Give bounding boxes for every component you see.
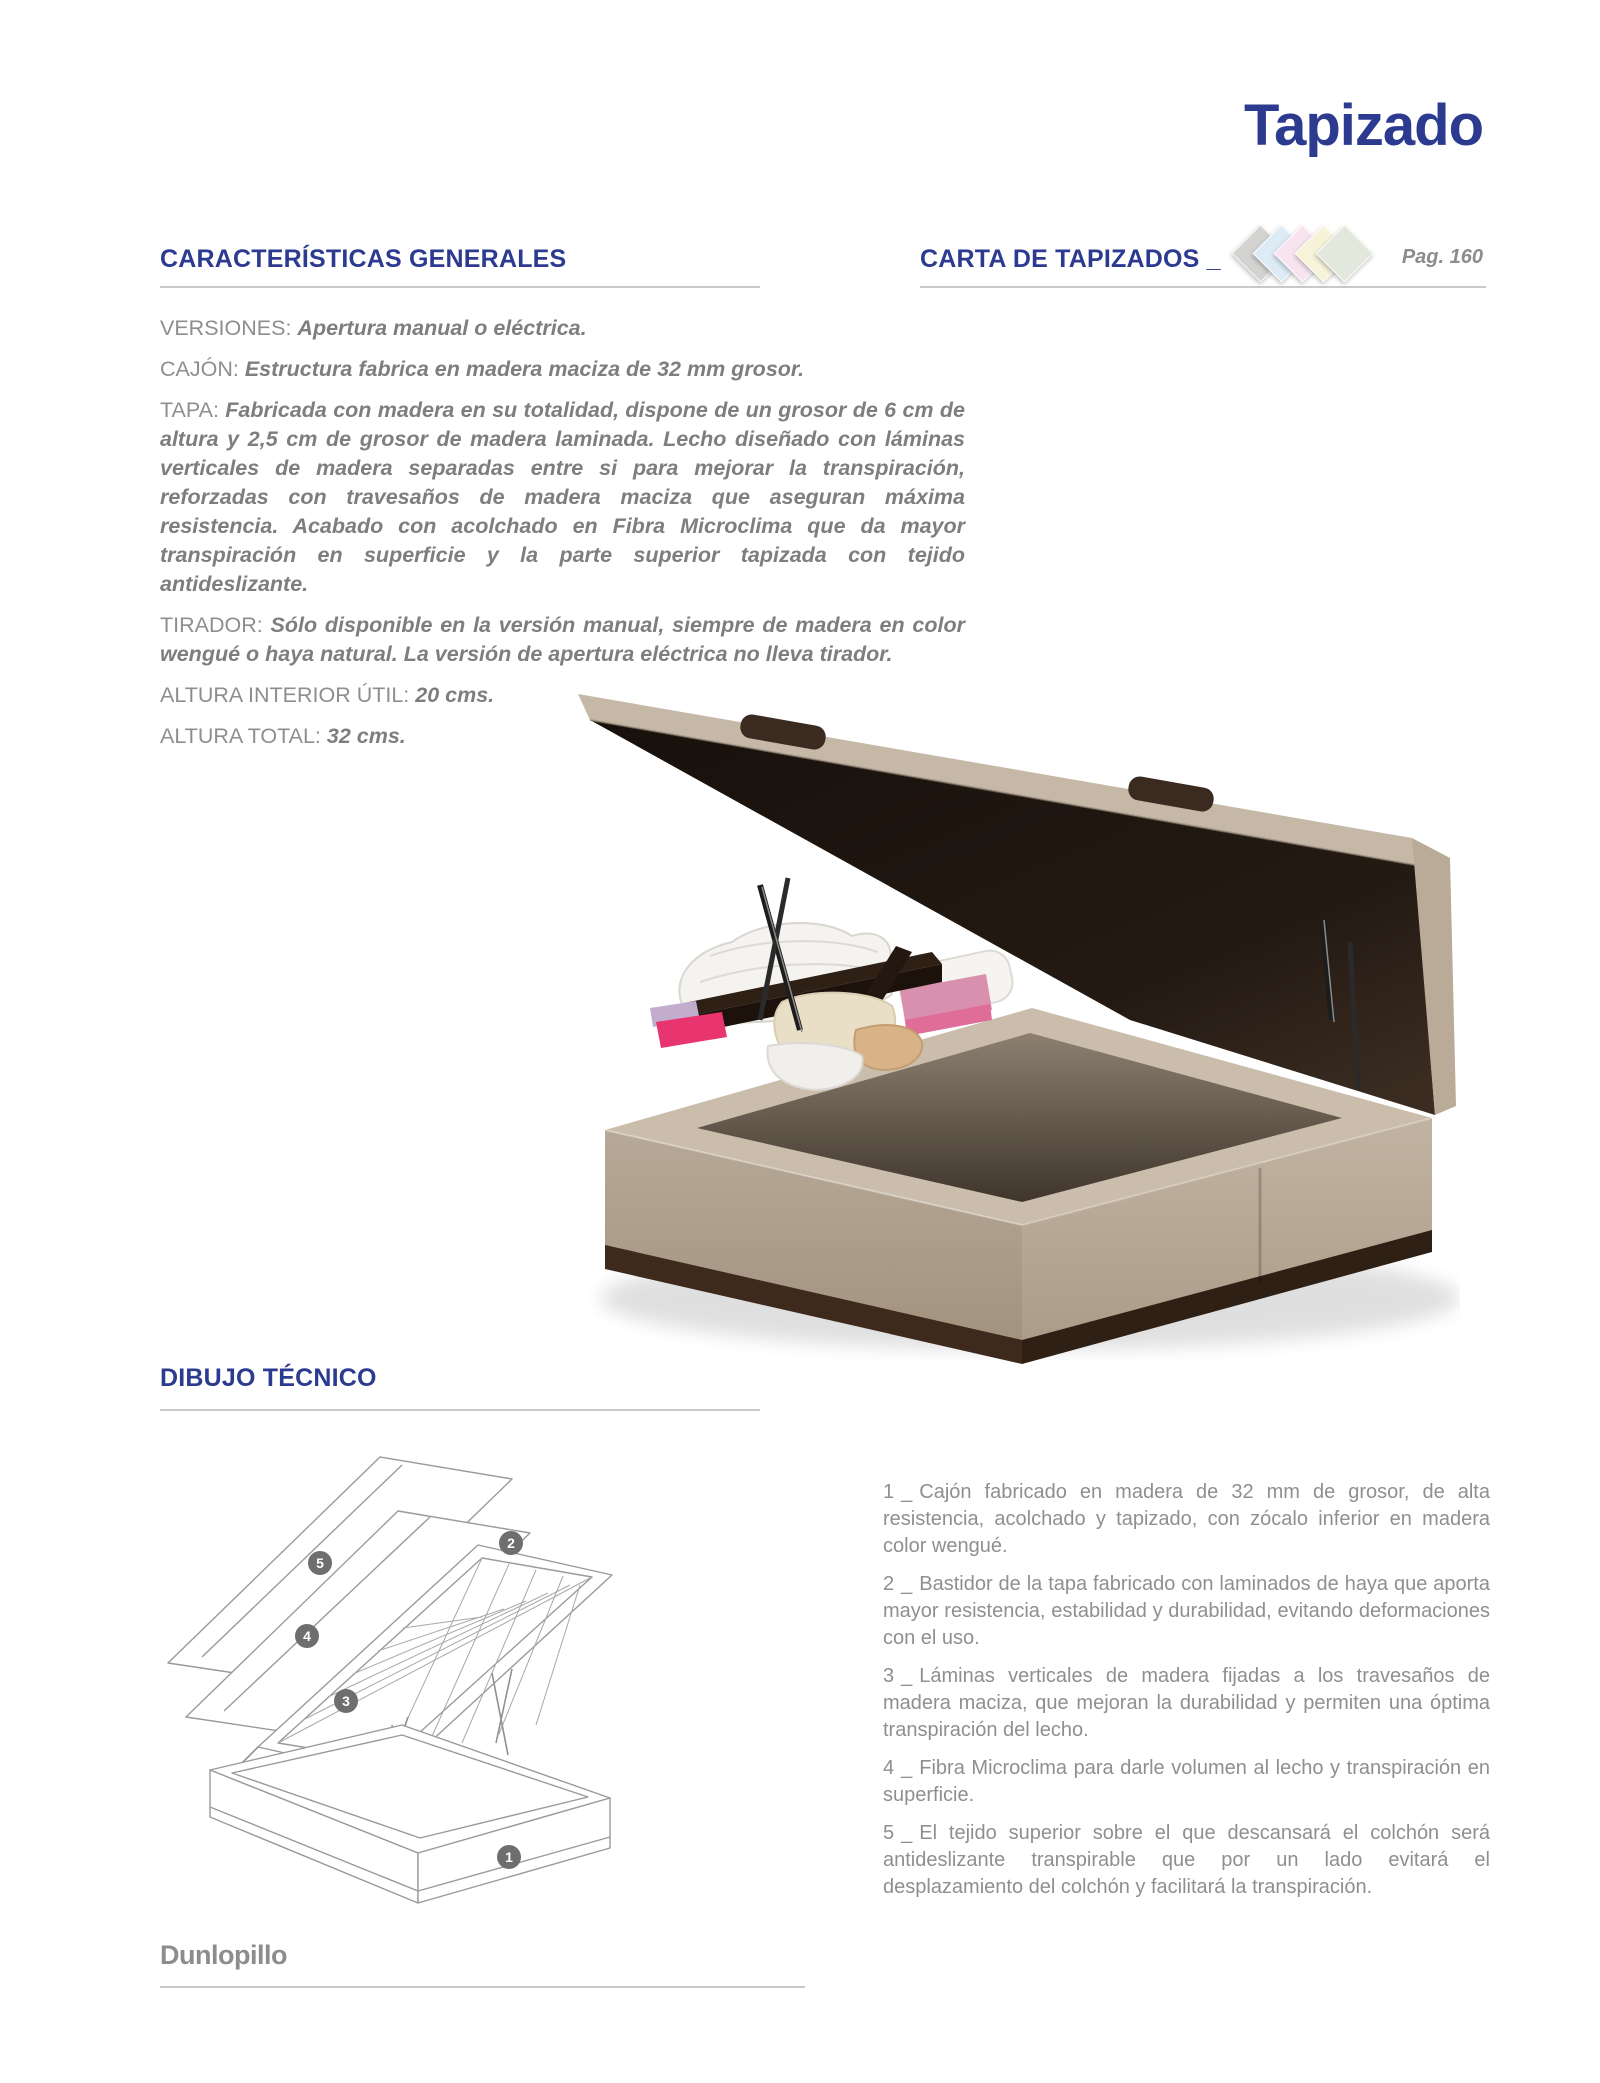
- brand-logo: Dunlopillo: [160, 1940, 287, 1970]
- marker-4: 4: [303, 1628, 311, 1644]
- spec-tirador: TIRADOR: Sólo disponible en la versión manual, siempre de madera en color wengué o haya natural. La versión de apertura eléctrica no lleva tirador.: [160, 613, 965, 666]
- section-heading-technical: DIBUJO TÉCNICO: [160, 1364, 377, 1392]
- spec-tapa: TAPA: Fabricada con madera en su totalidad, dispone de un grosor de 6 cm de altura y 2,5 cm de grosor de madera laminada. Lecho diseñado con láminas verticales de madera separadas entre si para mejorar la transpiración, reforzadas con travesaños de madera maciza que aseguran máxima resistencia. Acabado con acolchado en Fibra Microclima que da mayor transpiración en superficie y la parte superior tapizada con tejido antideslizante.: [160, 398, 965, 596]
- callout-4: 4 _ Fibra Microclima para darle volumen al lecho y transpiración en superficie.: [883, 1757, 1490, 1806]
- divider-carta: [920, 286, 1486, 288]
- callout-2: 2 _ Bastidor de la tapa fabricado con laminados de haya que aporta mayor resistencia, estabilidad y durabilidad, evitando deformaciones con el uso.: [883, 1573, 1490, 1649]
- spec-altura-interior: ALTURA INTERIOR ÚTIL: 20 cms.: [160, 683, 495, 707]
- callout-3: 3 _ Láminas verticales de madera fijadas a los travesaños de madera maciza, que mejoran la durabilidad y permiten una óptima transpiración del lecho.: [883, 1665, 1490, 1741]
- callout-1: 1 _ Cajón fabricado en madera de 32 mm de grosor, de alta resistencia, acolchado y tapizado, con zócalo inferior en madera color wengué.: [883, 1481, 1490, 1557]
- page-reference: Pag. 160: [1401, 246, 1483, 268]
- page-title: Tapizado: [1243, 93, 1483, 158]
- storage-bed-illustration: [560, 690, 1460, 1370]
- fabric-swatches: [1240, 224, 1390, 282]
- marker-2: 2: [507, 1535, 515, 1551]
- section-heading-general: CARACTERÍSTICAS GENERALES: [160, 245, 567, 273]
- spec-cajon: CAJÓN: Estructura fabrica en madera maciza de 32 mm grosor.: [160, 357, 805, 381]
- divider-technical: [160, 1409, 760, 1411]
- spec-versiones: VERSIONES: Apertura manual o eléctrica.: [160, 316, 587, 340]
- callout-5: 5 _ El tejido superior sobre el que descansará el colchón será antideslizante transpirable que por un lado evitará el desplazamiento del colchón y facilitará la transpiración.: [883, 1822, 1490, 1898]
- footer-divider: [160, 1986, 805, 1988]
- product-photo: [560, 690, 1460, 1370]
- divider-general: [160, 286, 760, 288]
- marker-1: 1: [505, 1849, 513, 1865]
- exploded-diagram: [140, 1425, 840, 1985]
- technical-callouts: [883, 1479, 1490, 1912]
- spec-altura-total: ALTURA TOTAL: 32 cms.: [160, 724, 406, 748]
- section-heading-carta: CARTA DE TAPIZADOS _: [920, 245, 1221, 273]
- marker-5: 5: [316, 1555, 324, 1571]
- marker-3: 3: [342, 1693, 350, 1709]
- technical-drawing: [140, 1425, 840, 1985]
